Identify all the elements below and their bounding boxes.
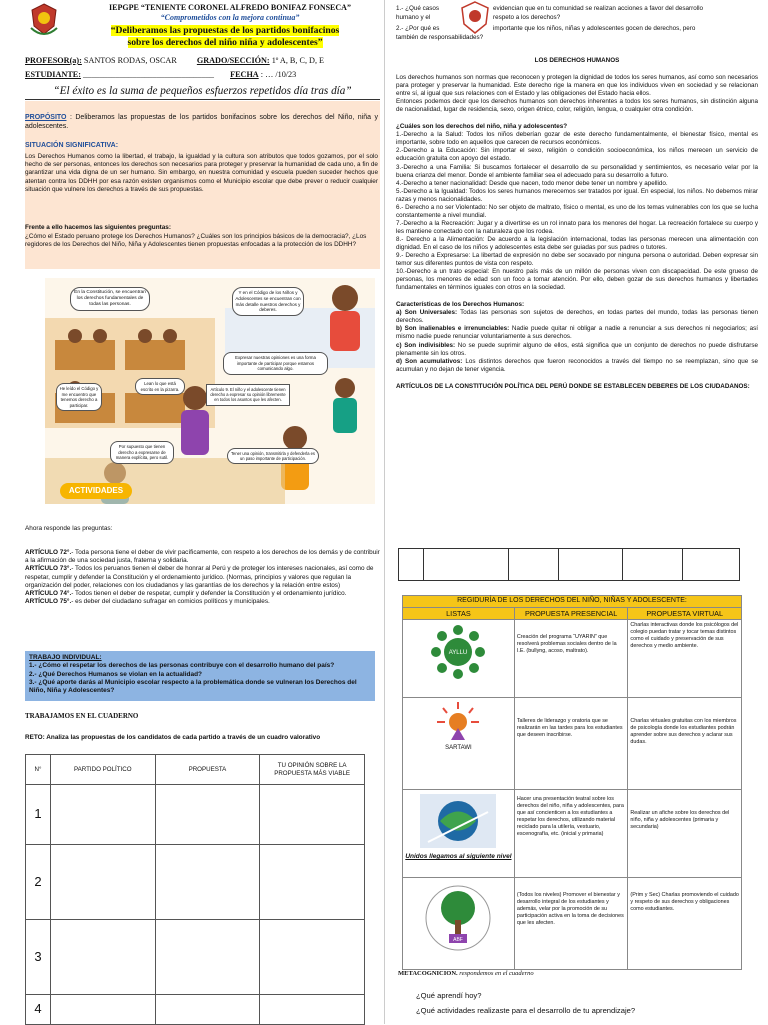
date-value[interactable]: : … /10/23 — [260, 70, 297, 79]
right-column — [390, 5, 768, 391]
right-item: 9.- Derecho a Expresarse: La libertad de expresión no debe ser socavado por ninguna persona o autoridad. Deben expresar sin temor sus diferentes puntos de vista con respeto. — [396, 252, 758, 268]
empty-cell[interactable] — [623, 549, 683, 581]
cell-propuesta[interactable] — [155, 995, 260, 1025]
column-divider — [384, 0, 385, 1024]
title-line-1: “Deliberamos las propuestas de los partidos bonifacinos — [110, 25, 340, 36]
col-presencial: PROPUESTA PRESENCIAL — [514, 607, 628, 619]
ahora-text: Ahora responde las preguntas: — [25, 525, 113, 532]
proposito-block — [25, 114, 378, 132]
table-row — [26, 920, 365, 995]
school-motto: “Comprometidos con la mejora continua” — [160, 13, 300, 22]
valuation-table — [25, 754, 365, 1025]
regiduria-table — [402, 595, 742, 970]
trabajo-title: TRABAJO INDIVIDUAL: — [29, 654, 102, 661]
table-row — [403, 790, 742, 878]
speech-bubble-8: Tener una opinión, transmitirla y defenderla es un paso importante de participación. — [227, 448, 319, 464]
header-divider — [25, 99, 380, 100]
worksheet-title — [65, 25, 385, 50]
q1-cont: humano y el — [396, 14, 431, 21]
school-name: IEPGPE “TENIENTE CORONEL ALFREDO BONIFAZ FONSECA” — [109, 3, 351, 12]
article-72: ARTÍCULO 72°.- Toda persona tiene el deber de vivir pacíficamente, con respeto a los derechos de los demás y de contribuir a la afirmación de una sociedad justa, fraterna y solidaria. — [25, 549, 380, 565]
characteristic-item: c) Son indivisibles: No se puede suprimir alguno de ellos, está significa que un conjunto de derechos no puede disfrutarse plenamente sin los otros. — [396, 341, 758, 357]
articulos-title: ARTÍCULOS DE LA CONSTITUCIÓN POLÍTICA DEL PERÚ DONDE SE ESTABLECEN DEBERES DE LOS CIUDADANOS: — [396, 382, 750, 390]
presencial-cell: Creación del programa “UYARIN” que resolverá problemas sociales dentro de la I.E. (bullyng, acoso, maltrato). — [514, 620, 628, 698]
proposito-label: PROPÓSITO — [25, 114, 67, 121]
empty-cell[interactable] — [683, 549, 740, 581]
metacog-rest: respondemos en el cuaderno — [457, 970, 534, 977]
list-logo-cell — [403, 620, 515, 698]
reto-text: RETO: Analiza las propuestas de los candidatos de cada partido a través de un cuadro valorativo — [25, 734, 321, 741]
table-header-row — [26, 755, 365, 785]
presencial-cell: (Todos los niveles) Promover el bienestar y desarrollo integral de los estudiantes y además, velar por la promoción de su participación activa en la toma de decisiones que les afecten. — [514, 878, 628, 970]
cell-opinion[interactable] — [260, 845, 365, 920]
table-row — [403, 620, 742, 698]
frente-questions: ¿Cómo el Estado peruano protege los Derechos Humanos? ¿Cuáles son los principios básicos de la democracia?, ¿Los regidores de los Derechos del Niño, Niña y Adolescentes tienen propuestas enfocadas a la protección de los DDHH? — [25, 233, 367, 249]
speech-bubble-2: Y en el Código de los Niños y Adolescentes se encuentran con más detalle nuestros derechos y deberes. — [232, 287, 304, 316]
grade-value: 1º A, B, C, D, E — [271, 56, 325, 65]
metacog-q1: ¿Qué aprendí hoy? — [416, 991, 482, 1000]
q1-mid: evidencian que en tu comunidad se realizan acciones a favor del desarrollo — [493, 5, 704, 12]
col-number: N° — [26, 755, 51, 785]
characteristic-item: b) Son inalienables e irrenunciables: Nadie puede quitar ni obligar a nadie a renunciar a sus derechos ni negociarlos; así mismo nadie puede renunciar voluntariamente a sus derechos. — [396, 325, 758, 341]
row-number: 3 — [26, 920, 51, 995]
globe-logo-icon — [418, 792, 498, 850]
unidos-label: Unidos llegamos al siguiente nivel — [405, 853, 512, 861]
virtual-cell: Charlas virtuales gratuitas con los miembros de psicología donde los estudiantes podrán aprender sobre sus derechos y aclarar sus dudas. — [628, 698, 742, 790]
title-line-2: sobre los derechos del niño niña y adolescentes” — [127, 37, 323, 49]
rights-title: ¿Cuáles son los derechos del niño, niña y adolescentes? — [396, 123, 568, 131]
cell-partido[interactable] — [50, 785, 155, 845]
situacion-text: Los Derechos Humanos como la libertad, el trabajo, la igualdad y la cultura son atributos que todos gozamos, por el solo hecho de ser personas, entonces los derechos son necesarios para proteger y preservar la humanidad de cada uno, a fin de garantizar una vida digna de un ser humano. Sin embargo, en nuestra comunidad y escuela pueden suceder hechos que atentan contra los DDHH por esa razón existen organismos como el Municipio escolar que debe prever o reducir cualquier situación que vulnere los derechos a través de sus propuestas. — [25, 153, 378, 193]
right-item: 1.-Derecho a la Salud: Todos los niños deberían gozar de este derecho fundamentalmente, el bienestar físico, mental es importante, sobre todo en aquellos que carecen de recursos económicos. — [396, 131, 758, 147]
presencial-cell: Talleres de liderazgo y oratoria que se realizarán en las tardes para los estudiantes que deseen inscribirse. — [514, 698, 628, 790]
sartawi-logo-icon — [433, 700, 483, 742]
cell-propuesta[interactable] — [155, 845, 260, 920]
right-item: 8.- Derecho a la Alimentación: De acuerdo a la legislación internacional, todas las personas merecen una alimentación con dignidad. En el caso de los niños y adolescentes esta debe ser guiadas por sus padres o tutores. — [396, 235, 758, 251]
virtual-cell: (Prim y Sec) Charlas promoviendo el cuidado y respeto de sus derechos y obligaciones como estudiantes. — [628, 878, 742, 970]
school-seal-icon — [460, 1, 490, 35]
table-row — [403, 878, 742, 970]
student-row — [25, 70, 296, 81]
list-logo-cell — [403, 790, 515, 878]
article-75: ARTÍCULO 75°.- es deber del ciudadano sufragar en comicios políticos y municipales. — [25, 598, 270, 606]
row-number: 4 — [26, 995, 51, 1025]
cell-opinion[interactable] — [260, 995, 365, 1025]
student-name-blank[interactable]: ________________________________ — [83, 70, 215, 79]
virtual-cell: Charlas interactivas donde los psicólogos del colegio puedan tratar y tocar temas distintos como el cuidado y preservación de sus derechos y medio ambiente. — [628, 620, 742, 698]
speech-bubble-6: Artículo 9. El niño y el adolescente tienen derecho a expresar su opinión libremente en todos los asuntos que les afecten. — [206, 384, 290, 406]
table-row — [26, 845, 365, 920]
ayllu-logo-label: AYLLU — [449, 650, 468, 657]
cuaderno-heading: TRABAJAMOS EN EL CUADERNO — [25, 712, 139, 720]
empty-cell[interactable] — [399, 549, 424, 581]
header — [25, 0, 378, 97]
speech-bubble-5: Lean lo que está escrito en la pizarra. — [135, 378, 185, 395]
col-propuesta: PROPUESTA — [155, 755, 260, 785]
right-item: 5.-Derecho a la Igualdad: Todos los seres humanos merecemos ser tratados por igual. En especial, los niños. No debemos mirar razas y menos nacionalidades. — [396, 187, 758, 203]
right-item: 6.- Derecho a no ser Violentado: No ser objeto de maltrato, físico o mental, es uno de los temas vulnerables con los que se lucha constantemente a nivel mundial. — [396, 203, 758, 219]
speech-bubble-1: En la Constitución, se encuentran los derechos fundamentales de todas las personas. — [70, 287, 150, 311]
col-virtual: PROPUESTA VIRTUAL — [628, 607, 742, 619]
ayllu-logo-icon — [428, 622, 488, 682]
abf-logo-label: ABF — [453, 937, 464, 944]
regiduria-header-row — [403, 607, 742, 619]
speech-bubble-4: He leído el Código y me encuentro que tenemos derecho a participar. — [56, 383, 102, 411]
virtual-cell: Realizar un afiche sobre los derechos del niño, niña y adolescentes (primaria y secundaria) — [628, 790, 742, 878]
right-item: 3.-Derecho a una Familia: Si buscamos fortalecer el desarrollo de su personalidad y sentimientos, es necesario velar por la buena crianza del menor. Donde el ambiente familiar sea el adecuado para su desarrollo a futuro. — [396, 163, 758, 179]
article-74: ARTÍCULO 74°.- Todos tienen el deber de respetar, cumplir y defender la Constitución y el ordenamiento jurídico. — [25, 589, 347, 597]
metacog-q2: ¿Qué actividades realizaste para el desarrollo de tu aprendizaje? — [416, 1006, 636, 1015]
cell-partido[interactable] — [50, 845, 155, 920]
trabajo-q3: 3.- ¿Qué aporte darás al Municipio escolar respecto a la problemática donde se vulneran los Derechos del Niño, Niña y Adolescentes? — [29, 678, 357, 695]
grade-label: GRADO/SECCIÓN: — [196, 56, 270, 65]
col-partido: PARTIDO POLÍTICO — [50, 755, 155, 785]
q1-start: 1.- ¿Qué casos — [396, 5, 440, 12]
metacog-label: METACOGNICION. — [398, 970, 458, 977]
right-item: 4.-Derecho a tener nacionalidad: Desde que nacen, todo menor debe tener un nombre y apellido. — [396, 179, 668, 187]
article-73: ARTÍCULO 73°.- Todos los peruanos tienen el deber de honrar al Perú y de proteger los intereses nacionales, así como de respetar, cumplir y defender la Constitución y el ordenamiento jurídico. (Normas, principios y valores que regulan la organización del poder, relaciones con los ciudadanos y las garantías de los derechos y la relación entre estos) — [25, 565, 374, 589]
ddhh-title: LOS DERECHOS HUMANOS — [534, 57, 620, 64]
frente-label: Frente a ello hacemos las siguientes preguntas: — [25, 224, 171, 231]
trabajo-individual-box — [25, 651, 375, 701]
empty-cell[interactable] — [423, 549, 508, 581]
situacion-heading: SITUACIÓN SIGNIFICATIVA: — [25, 142, 119, 149]
top-questions — [396, 5, 758, 55]
cell-partido[interactable] — [50, 995, 155, 1025]
presencial-cell: Hacer una presentación teatral sobre los derechos del niño, niña y adolescentes, para que así concienticen a los estudiantes a respetar los derechos, utilizando material reciclado para la utilería, vestuario, escenografía, etc. (inicial y primaria) — [514, 790, 628, 878]
motivational-quote: “El éxito es la suma de pequeños esfuerzos repetidos día tras día” — [53, 85, 352, 97]
col-listas: LISTAS — [403, 607, 515, 619]
regiduria-caption: REGIDURÍA DE LOS DERECHOS DEL NIÑO, NIÑAS Y ADOLESCENTE: — [403, 596, 742, 608]
table-row — [26, 785, 365, 845]
characteristic-item: a) Son Universales: Todas las personas son sujetos de derechos, en todas partes del mundo, todas las personas tienen derechos. — [396, 309, 758, 325]
school-seal-icon — [29, 2, 59, 36]
characteristic-item: d) Son acumulativos: Los distintos derechos que fueron reconocidos a través del tiempo no se reemplazan, sino que se acumulan y no dejan de tener vigencia. — [396, 357, 758, 373]
table-row — [403, 698, 742, 790]
empty-boxes-table — [398, 548, 740, 581]
col-opinion: TU OPINIÓN SOBRE LA PROPUESTA MÁS VIABLE — [260, 755, 365, 785]
articles-list — [25, 549, 380, 606]
speech-bubble-3: Expresar nuestras opiniones es una forma importante de participar porque estamos comunicando algo. — [223, 352, 328, 375]
trabajo-q2: 2.- ¿Qué Derechos Humanos se violan en la actualidad? — [29, 670, 203, 678]
q2-end: también de responsabilidades? — [396, 34, 484, 41]
right-item: 7.-Derecho a la Recreación: Jugar y a divertirse es un rol innato para los menores del hogar. La recreación fortalece su cuerpo y les mantiene conectado con la naturaleza que los rodea. — [396, 219, 758, 235]
sartawi-label: SARTAWI — [445, 745, 472, 752]
abf-tree-logo-icon — [423, 880, 493, 962]
teacher-name: SANTOS RODAS, OSCAR — [83, 56, 177, 65]
characteristics-title: Características de los Derechos Humanos: — [396, 301, 525, 309]
list-logo-cell — [403, 878, 515, 970]
cell-propuesta[interactable] — [155, 785, 260, 845]
cell-partido[interactable] — [50, 920, 155, 995]
proposito-text: : Deliberamos las propuestas de los partidos bonifacinos sobre los derechos del Niño, niña y adolescentes. — [25, 114, 378, 130]
date-label: FECHA — [230, 70, 259, 79]
cell-propuesta[interactable] — [155, 920, 260, 995]
cell-opinion[interactable] — [260, 920, 365, 995]
empty-cell[interactable] — [508, 549, 558, 581]
q2-mid: importante que los niños, niñas y adolescentes gocen de derechos, pero — [493, 25, 696, 32]
right-item: 10.-Derecho a un trato especial: En nuestro país más de un millón de personas viven con discapacidad. De este grueso de personas, los menores de edad son un foco a tomar atención. Por ello, deben gozar de sus derechos humanos y libertades fundamentales en términos iguales con otros en la sociedad. — [396, 268, 758, 292]
left-column — [0, 0, 384, 97]
row-number: 2 — [26, 845, 51, 920]
right-item: 2.-Derecho a la Educación: Sin importar el sexo, religión o condición socioeconómica, los niños merecen un servicio de educación gratuita con apoyo del estado. — [396, 147, 758, 163]
row-number: 1 — [26, 785, 51, 845]
regiduria-caption-row — [403, 596, 742, 608]
teacher-row — [25, 56, 324, 67]
table-row — [399, 549, 740, 581]
list-logo-cell — [403, 698, 515, 790]
student-label: ESTUDIANTE: — [25, 70, 81, 79]
q1-end: respeto a los derechos? — [493, 14, 561, 21]
ddhh-p2: Entonces podemos decir que los derechos humanos son derechos inherentes a todos los seres humanos, sin distinción alguna de nacionalidad, lugar de residencia, sexo, origen étnico, color, religión, lengua, o cualquier otra condición. — [396, 98, 758, 114]
empty-cell[interactable] — [558, 549, 623, 581]
situacion-label — [25, 142, 378, 151]
teacher-label: PROFESOR(a): — [25, 56, 82, 65]
cell-opinion[interactable] — [260, 785, 365, 845]
actividades-badge: ACTIVIDADES — [60, 483, 132, 499]
trabajo-q1: 1.- ¿Cómo el respetar los derechos de las personas contribuye con el desarrollo humano del país? — [29, 662, 335, 670]
ddhh-p1: Los derechos humanos son normas que reconocen y protegen la dignidad de todos los seres humanos, así como son necesarios para proteger y preservar la humanidad. Este derecho rige la manera en que los individuos viven en sociedad y se relacionan entre sí, al igual que sus relaciones con el Estado y las obligaciones del Estado hacia ellos. — [396, 74, 758, 98]
table-row — [26, 995, 365, 1025]
speech-bubble-7: Por supuesto que tienen derecho a expresarse de manera explícita, pero sutil. — [110, 441, 174, 464]
metacognicion-heading — [398, 970, 534, 978]
q2-start: 2.- ¿Por qué es — [396, 25, 440, 32]
